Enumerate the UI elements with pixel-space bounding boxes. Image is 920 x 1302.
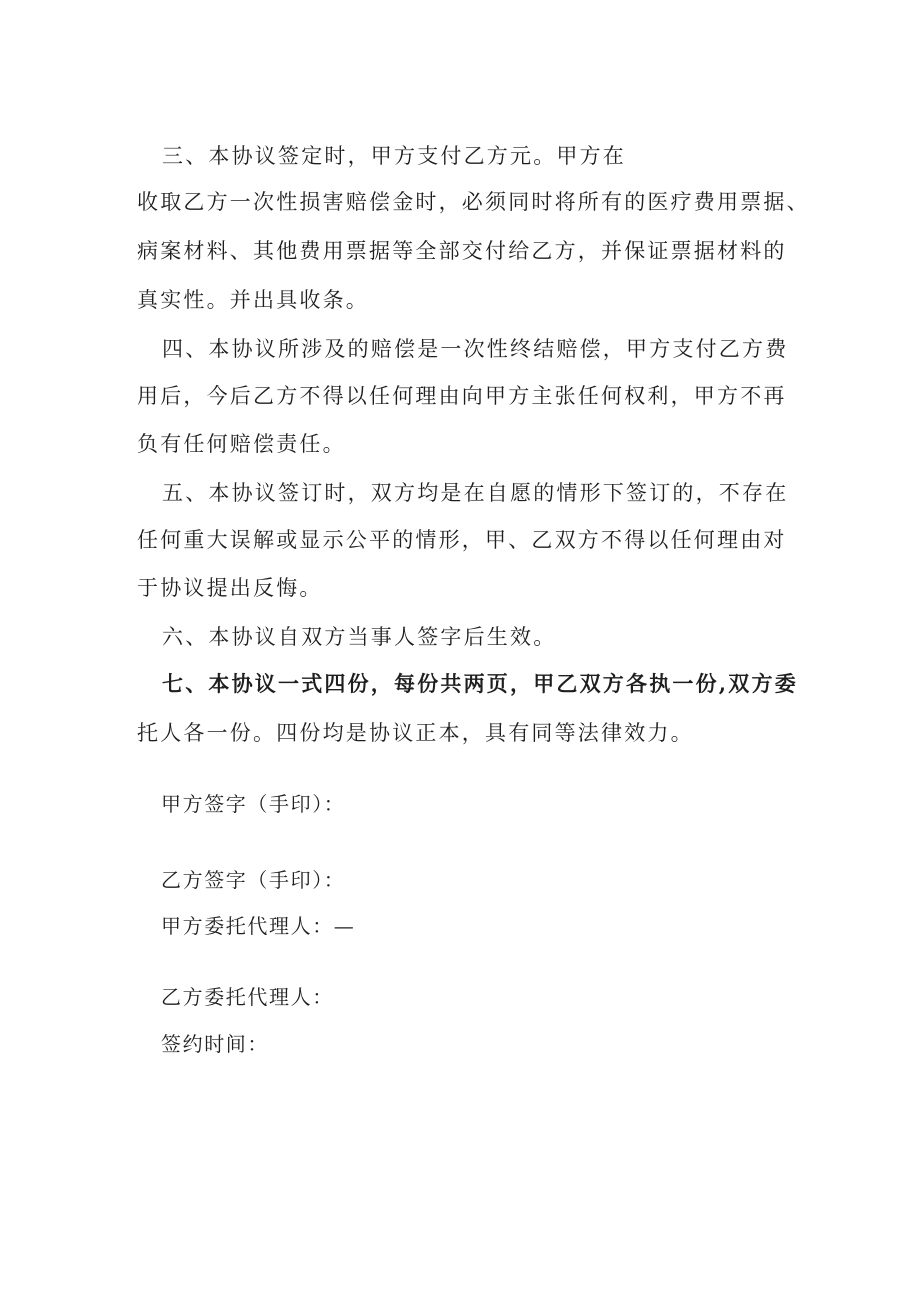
clause-5-line-3: 于协议提出反悔。 bbox=[137, 576, 323, 600]
clause-3-line-2: 收取乙方一次性损害赔偿金时，必须同时将所有的医疗费用票据、 bbox=[137, 190, 810, 214]
party-b-agent-label: 乙方委托代理人： bbox=[161, 985, 334, 1009]
clause-4-line-2: 用后，今后乙方不得以任何理由向甲方主张任何权利，甲方不再 bbox=[137, 384, 787, 408]
clause-3-line-3: 病案材料、其他费用票据等全部交付给乙方，并保证票据材料的 bbox=[137, 239, 787, 263]
clause-6-line-1: 六、本协议自双方当事人签字后生效。 bbox=[162, 625, 557, 649]
party-a-signature-label: 甲方签字（手印）： bbox=[161, 792, 346, 816]
clause-5-line-1: 五、本协议签订时，双方均是在自愿的情形下签订的，不存在 bbox=[162, 481, 789, 505]
clause-3-line-4: 真实性。并出具收条。 bbox=[137, 288, 369, 312]
clause-3-line-1: 三、本协议签定时，甲方支付乙方元。甲方在 bbox=[162, 144, 626, 168]
clause-7-line-1: 七、本协议一式四份，每份共两页，甲乙双方各执一份,双方委 bbox=[162, 671, 798, 696]
party-b-signature-label: 乙方签字（手印）： bbox=[161, 868, 346, 892]
party-a-agent-label: 甲方委托代理人：— bbox=[161, 914, 356, 938]
clause-4-line-1: 四、本协议所涉及的赔偿是一次性终结赔偿，甲方支付乙方费 bbox=[162, 337, 789, 361]
clause-7-line-2: 托人各一份。四份均是协议正本，具有同等法律效力。 bbox=[137, 721, 694, 745]
clause-4-line-3: 负有任何赔偿责任。 bbox=[137, 432, 346, 456]
clause-5-line-2: 任何重大误解或显示公平的情形，甲、乙双方不得以任何理由对 bbox=[137, 528, 787, 552]
signing-date-label: 签约时间： bbox=[161, 1032, 269, 1056]
